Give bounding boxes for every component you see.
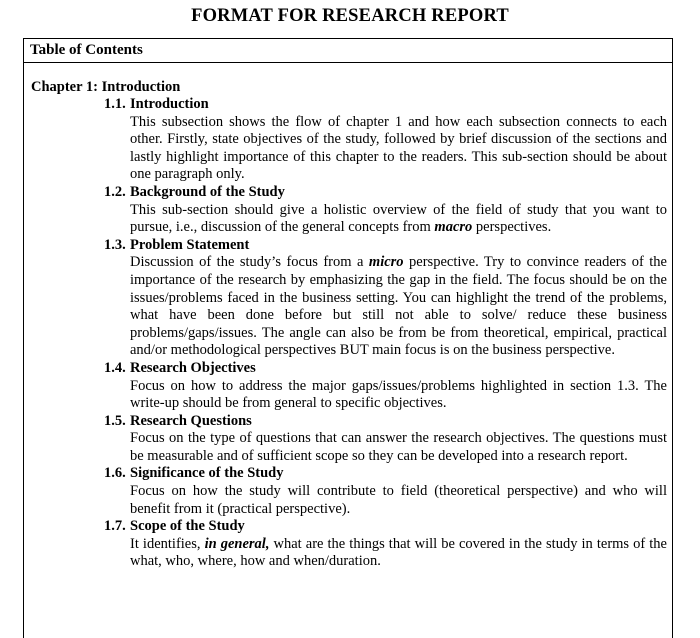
body-text: Focus on how to address the major gaps/issues/problems highlighted in section 1.3. The write-up should be from general to specific objectives. [130, 377, 667, 412]
section-title: Scope of the Study [130, 518, 245, 535]
section-1-5 [104, 413, 667, 466]
body-text: Focus on the type of questions that can answer the research objectives. The questions must be measurable and of sufficient scope so they can be developed into a research report. [130, 430, 667, 464]
section-title: Significance of the Study [130, 465, 284, 482]
emphasis-text: macro [434, 219, 473, 236]
section-title: Introduction [130, 96, 209, 112]
section-1-4 [104, 360, 667, 413]
section-number: 1.2. [104, 183, 126, 200]
section-1-3 [104, 237, 667, 360]
section-title: Problem Statement [130, 236, 250, 253]
section-title: Research Questions [130, 412, 252, 429]
body-text: perspective. Try to convince readers of the importance of the research by emphasizing the gap in the field. The focus should be on the issues/problems faced in the business setting. You can highlight the trend of the problems, what have been done before but still not able to solve/ reduce these business problems/gaps/issues. The angle can also be from be from theoretical, empirical, practical and/or methodological perspectives BUT main focus is on the business perspective. [130, 254, 667, 359]
section-body [130, 202, 667, 237]
section-heading [104, 413, 667, 431]
section-number: 1.4. [104, 359, 126, 376]
chapter-heading: Chapter 1: Introduction [31, 79, 181, 95]
section-number: 1.7. [104, 518, 126, 535]
section-body [130, 378, 667, 413]
section-title: Research Objectives [130, 359, 256, 376]
body-text: what are the things that will be covered in the study in terms of the what, who, where, how and when/duration. [130, 535, 667, 570]
section-body [130, 254, 667, 360]
section-body [130, 430, 667, 465]
section-title: Background of the Study [130, 183, 285, 200]
toc-frame [23, 38, 673, 638]
emphasis-text: in general, [204, 535, 270, 552]
body-text: It identifies, [130, 535, 205, 552]
body-text: This subsection shows the flow of chapter 1 and how each subsection connects to each other. Firstly, state objectives of the study, followed by brief discussion of the sections and lastly highlight importance of this chapter to the readers. This sub-section should be about one paragraph only. [130, 113, 667, 183]
section-list [104, 96, 667, 571]
section-number: 1.1. [104, 96, 126, 112]
body-text: This sub-section should give a holistic overview of the field of study that you want to pursue, i.e., discussion of the general concepts from [130, 201, 667, 236]
section-1-1 [104, 96, 667, 184]
section-heading [104, 96, 667, 114]
body-text: Discussion of the study’s focus from a [130, 254, 369, 271]
section-heading [104, 237, 667, 255]
section-number: 1.5. [104, 412, 126, 429]
section-body [130, 483, 667, 518]
section-1-7 [104, 518, 667, 571]
section-number: 1.6. [104, 465, 126, 482]
section-body [130, 114, 667, 184]
body-text: perspectives. [472, 219, 552, 236]
section-heading [104, 184, 667, 202]
section-heading [104, 360, 667, 378]
section-heading [104, 465, 667, 483]
section-heading [104, 518, 667, 536]
emphasis-text: micro [368, 254, 404, 271]
section-number: 1.3. [104, 236, 126, 253]
body-text: Focus on how the study will contribute to field (theoretical perspective) and who will benefit from it (practical perspective). [130, 483, 667, 517]
section-1-6 [104, 465, 667, 518]
section-body [130, 536, 667, 571]
page-title: FORMAT FOR RESEARCH REPORT [191, 6, 509, 26]
section-1-2 [104, 184, 667, 237]
toc-header: Table of Contents [24, 39, 672, 63]
